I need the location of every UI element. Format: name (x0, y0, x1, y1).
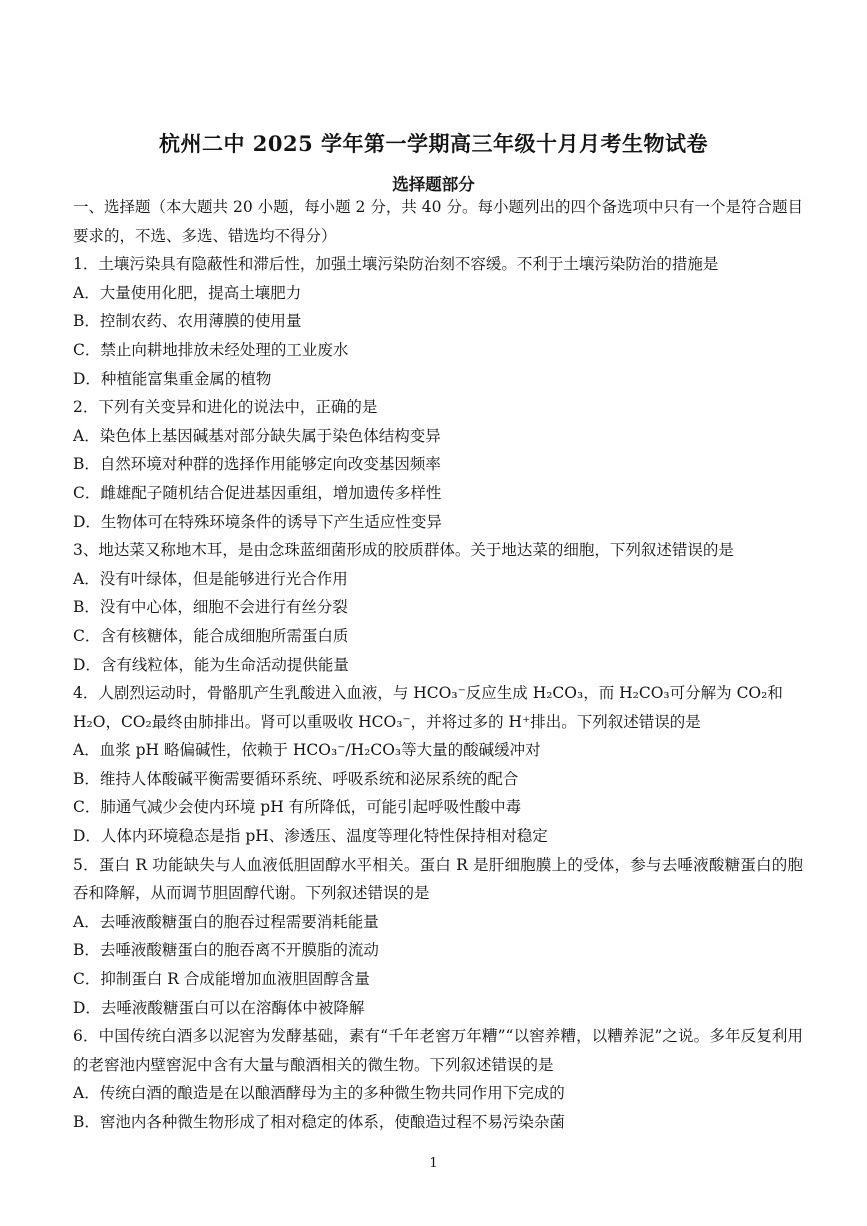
question-5-stem: 5．蛋白 R 功能缺失与人血液低胆固醇水平相关。蛋白 R 是肝细胞膜上的受体，参与去唾液酸糖蛋白的胞吞和降解，从而调节胆固醇代谢。下列叙述错误的是 (73, 855, 803, 903)
question-1-option-d: D．种植能富集重金属的植物 (73, 369, 272, 388)
question-6-option-b: B．窖池内各种微生物形成了相对稳定的体系，使酿造过程不易污染杂菌 (73, 1113, 565, 1131)
question-1-stem: 1．土壤污染具有隐蔽性和滞后性，加强土壤污染防治刻不容缓。不利于土壤污染防治的措施是 (73, 255, 719, 274)
question-2-option-c: C．雌雄配子随机结合促进基因重组，增加遗传多样性 (73, 483, 442, 502)
instructions: 一、选择题（本大题共 20 小题，每小题 2 分，共 40 分。每小题列出的四个备选项中只有一个是符合题目要求的，不选、多选、错选均不得分） (73, 198, 803, 245)
question-5-option-d: D．去唾液酸糖蛋白可以在溶酶体中被降解 (73, 998, 365, 1017)
question-1-option-b: B．控制农药、农用薄膜的使用量 (73, 312, 302, 331)
question-2-stem: 2．下列有关变异和进化的说法中，正确的是 (73, 398, 378, 417)
exam-title: 杭州二中 2025 学年第一学期高三年级十月月考生物试卷 (158, 131, 709, 156)
question-4-option-c: C．肺通气减少会使内环境 pH 有所降低，可能引起呼吸性酸中毒 (73, 798, 522, 817)
question-2-option-a: A．染色体上基因碱基对部分缺失属于染色体结构变异 (73, 426, 441, 445)
question-4-option-b: B．维持人体酸碱平衡需要循环系统、呼吸系统和泌尿系统的配合 (73, 769, 519, 788)
section-heading: 选择题部分 (392, 175, 475, 194)
question-5-option-a: A．去唾液酸糖蛋白的胞吞过程需要消耗能量 (73, 912, 379, 931)
question-3-option-b: B．没有中心体，细胞不会进行有丝分裂 (73, 598, 348, 617)
question-6-stem: 6．中国传统白酒多以泥窖为发酵基础，素有“千年老窖万年糟”“以窖养糟，以糟养泥”之说。多年反复利用的老窖池内壁窖泥中含有大量与酿酒相关的微生物。下列叙述错误的是 (73, 1027, 803, 1074)
question-3-option-c: C．含有核糖体，能合成细胞所需蛋白质 (73, 626, 349, 645)
question-2-option-d: D．生物体可在特殊环境条件的诱导下产生适应性变异 (73, 512, 442, 531)
exam-body (73, 193, 803, 1137)
question-1-option-a: A．大量使用化肥，提高土壤肥力 (73, 283, 302, 302)
question-3-option-a: A．没有叶绿体，但是能够进行光合作用 (73, 569, 348, 588)
question-1-option-c: C．禁止向耕地排放未经处理的工业废水 (73, 340, 349, 359)
question-3-option-d: D．含有线粒体，能为生命活动提供能量 (73, 655, 349, 674)
question-5-option-c: C．抑制蛋白 R 合成能增加血液胆固醇含量 (73, 970, 370, 989)
question-4-stem-line-2: H₂O，CO₂最终由肺排出。肾可以重吸收 HCO₃⁻，并将过多的 H⁺排出。下列叙述错误的是 (73, 712, 701, 731)
question-6-option-a: A．传统白酒的酿造是在以酿酒酵母为主的多种微生物共同作用下完成的 (73, 1084, 565, 1103)
question-5-option-b: B．去唾液酸糖蛋白的胞吞离不开膜脂的流动 (73, 941, 379, 960)
question-3-stem: 3、地达菜又称地木耳，是由念珠蓝细菌形成的胶质群体。关于地达菜的细胞，下列叙述错误的是 (73, 541, 734, 560)
question-2-option-b: B．自然环境对种群的选择作用能够定向改变基因频率 (73, 455, 441, 474)
question-4-stem-line-1: 4．人剧烈运动时，骨骼肌产生乳酸进入血液，与 HCO₃⁻反应生成 H₂CO₃，而 H₂CO₃可分解为 CO₂和 (73, 684, 783, 703)
question-4-option-a: A．血浆 pH 略偏碱性，依赖于 HCO₃⁻/H₂CO₃等大量的酸碱缓冲对 (73, 741, 541, 760)
page-number: 1 (429, 1156, 438, 1171)
question-4-option-d: D．人体内环境稳态是指 pH、渗透压、温度等理化特性保持相对稳定 (73, 827, 548, 846)
